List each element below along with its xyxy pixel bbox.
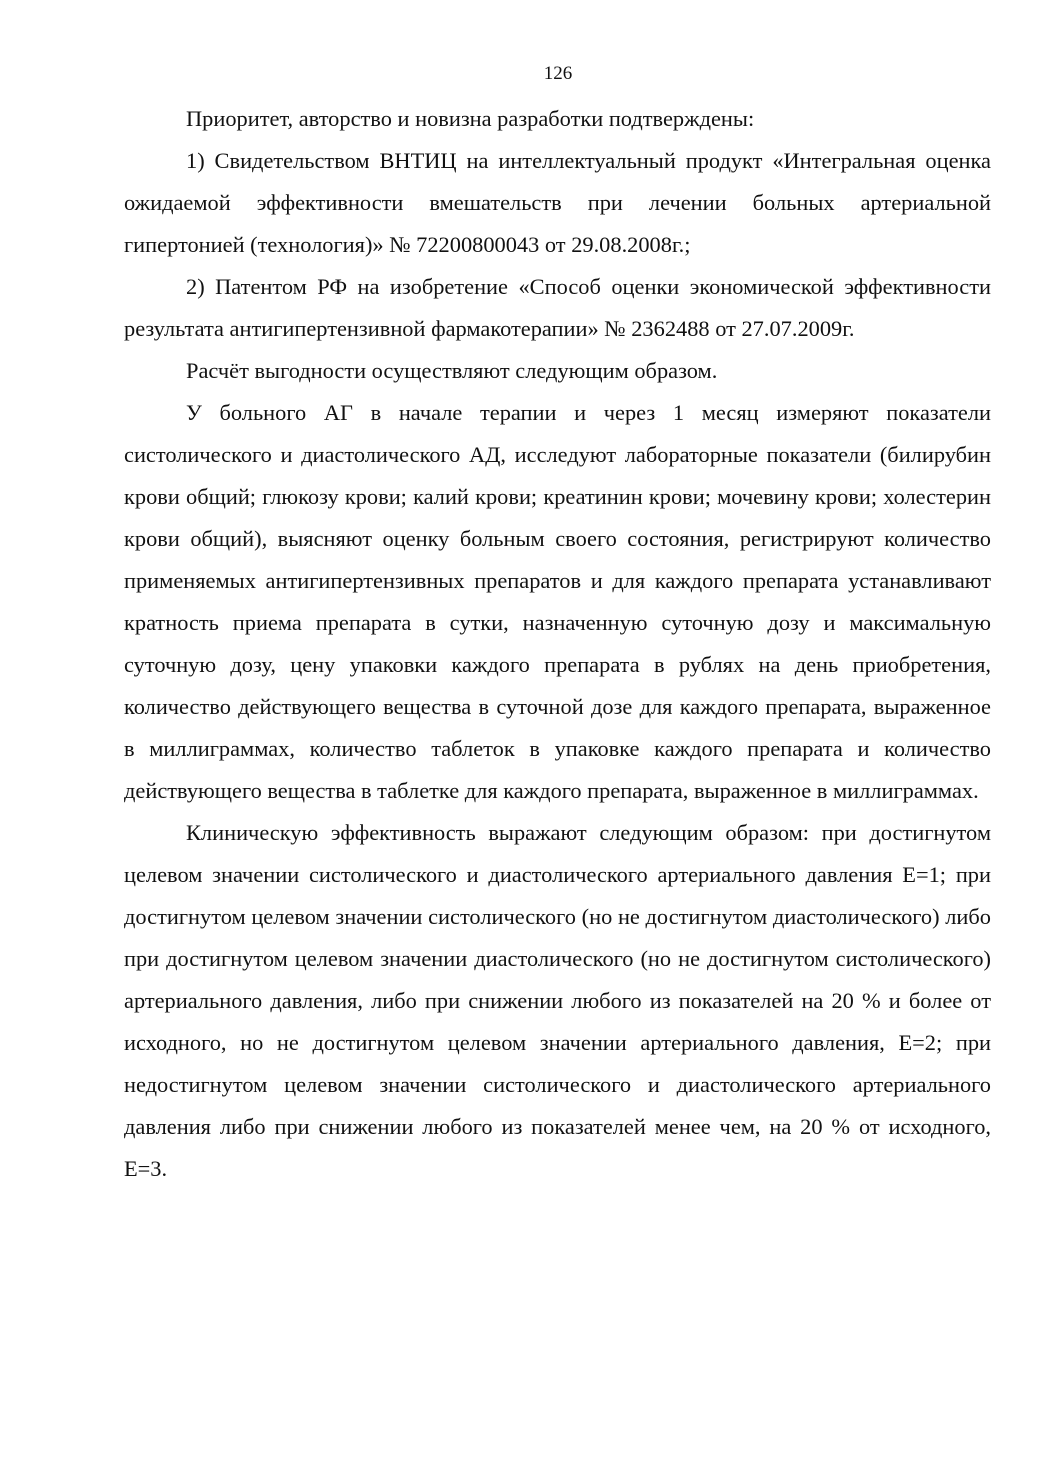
paragraph-priority: Приоритет, авторство и новизна разработки подтверждены:	[186, 106, 755, 131]
paragraph-clinical-efficacy: Клиническую эффективность выражают следующим образом: при достигнутом целевом значении систолического и диастолического артериального давления Е=1; при достигнутом целевом значении систолического (но не достигнутом диастолического) либо при достигнутом целевом значении диастолического (но не достигнутом систолического) артериального давления, либо при снижении любого из показателей на 20 % и более от исходного, но не достигнутом целевом значении артериального давления, Е=2; при недостигнутом целевом значении систолического и диастолического артериального давления либо при снижении любого из показателей менее чем, на 20 % от исходного, Е=3.	[124, 820, 991, 1181]
paragraph-calculation-intro: Расчёт выгодности осуществляют следующим образом.	[186, 358, 718, 383]
paragraph-certificate: 1) Свидетельством ВНТИЦ на интеллектуальный продукт «Интегральная оценка ожидаемой эффективности вмешательств при лечении больных артериальной гипертонией (технология)» № 72200800043 от 29.08.2008г.;	[124, 148, 991, 257]
paragraph-patent: 2) Патентом РФ на изобретение «Способ оценки экономической эффективности результата антигипертензивной фармакотерапии» № 2362488 от 27.07.2009г.	[124, 274, 991, 341]
page-number: 126	[543, 63, 573, 84]
paragraph-measurements: У больного АГ в начале терапии и через 1 месяц измеряют показатели систолического и диастолического АД, исследуют лабораторные показатели (билирубин крови общий; глюкозу крови; калий крови; креатинин крови; мочевину крови; холестерин крови общий), выясняют оценку больным своего состояния, регистрируют количество применяемых антигипертензивных препаратов и для каждого препарата устанавливают кратность приема препарата в сутки, назначенную суточную дозу и максимальную суточную дозу, цену упаковки каждого препарата в рублях на день приобретения, количество действующего вещества в суточной дозе для каждого препарата, выраженное в миллиграммах, количество таблеток в упаковке каждого препарата и количество действующего вещества в таблетке для каждого препарата, выраженное в миллиграммах.	[124, 400, 991, 803]
body-text	[124, 98, 991, 1190]
